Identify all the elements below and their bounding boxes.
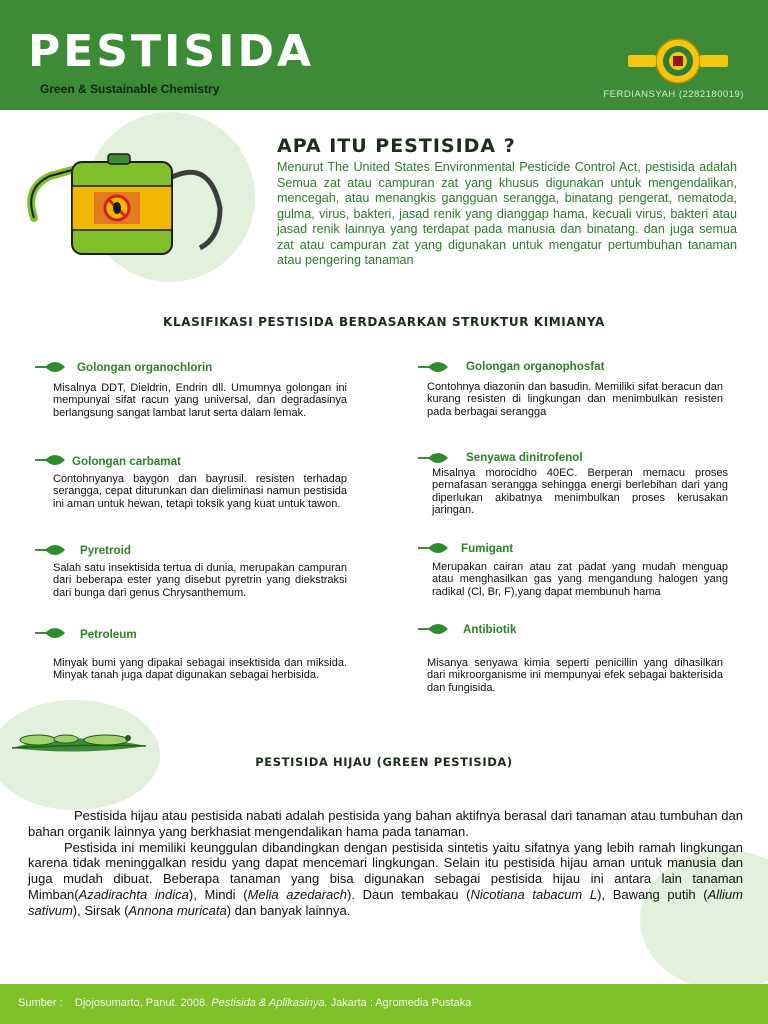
item-text-carbamat: Contohnyanya baygon dan bayrusil. resisten terhadap serangga, cepat diturunkan dan dieliminasi namun pestisida ini aman untuk hewan, tetapi toksik yang kuat untuk tawon. bbox=[53, 473, 347, 510]
item-label-petroleum: Petroleum bbox=[80, 628, 137, 641]
leaf-icon bbox=[33, 359, 67, 375]
university-seal-icon bbox=[622, 38, 734, 84]
species-name: Allium sativum bbox=[28, 886, 743, 918]
leaf-icon bbox=[33, 542, 67, 558]
leaf-icon bbox=[416, 540, 450, 556]
species-name: Nicotiana tabacum L bbox=[470, 886, 598, 902]
green-pesticide-p2c: ). Daun tembakau ( bbox=[347, 886, 471, 902]
page-title: PESTISIDA bbox=[28, 26, 315, 77]
item-label-organochlorin: Golongan organochlorin bbox=[77, 361, 213, 374]
species-name: Annona muricata bbox=[128, 902, 227, 918]
leaf-icon bbox=[33, 625, 67, 641]
source-author: Djojosumarto, Panut. 2008. bbox=[74, 997, 209, 1009]
item-label-antibiotik: Antibiotik bbox=[463, 623, 517, 636]
green-pesticide-p2e: ), Sirsak ( bbox=[72, 902, 129, 918]
green-pesticide-p2b: ), Mindi ( bbox=[188, 886, 248, 902]
item-label-carbamat: Golongan carbamat bbox=[72, 455, 181, 468]
green-pesticide-p2a: Pestisida ini memiliki keunggulan dibandingkan dengan pestisida sintetis yaitu sifatnya yang lebih ramah lingkungan karena tidak meninggalkan residu yang dapat mencemari lingkungan. Selain itu pestisida hijau aman untuk manusia dan juga mudah dibuat. Beberapa tanaman yang bisa digunakan sebagai pestisida hijau ini antara lain tanaman Mimban( bbox=[28, 839, 743, 902]
author-label: FERDIANSYAH (2282180019) bbox=[603, 89, 744, 100]
item-text-pyretroid: Salah satu insektisida tertua di dunia, merupakan campuran dari beberapa ester yang disebut pyretrin yang diekstraksi dari bunga dari genus Chrysanthemum. bbox=[53, 562, 347, 599]
item-text-organochlorin: Misalnya DDT, Dieldrin, Endrin dll. Umumnya golongan ini mempunyai sifat racun yang universal, dan degradasinya berlangsung sangat lambat larut serta dalam lemak. bbox=[53, 382, 347, 419]
footer-bar bbox=[0, 984, 768, 1024]
source-citation bbox=[18, 997, 471, 1009]
caterpillar-on-leaf-icon bbox=[10, 722, 150, 758]
leaf-icon bbox=[416, 450, 450, 466]
intro-title: APA ITU PESTISIDA ? bbox=[277, 135, 516, 157]
leaf-icon bbox=[33, 452, 67, 468]
item-text-fumigant: Merupakan cairan atau zat padat yang mudah menguap atau menghasilkan gas yang mengandung halogen yang radikal (Cl, Br, F),yang dapat membunuh hama bbox=[432, 561, 728, 598]
item-label-pyretroid: Pyretroid bbox=[80, 544, 131, 557]
item-label-fumigant: Fumigant bbox=[461, 542, 514, 555]
source-publisher: Jakarta : Agromedia Pustaka bbox=[330, 997, 472, 1009]
species-name: Azadirachta indica bbox=[78, 886, 189, 902]
item-text-petroleum: Minyak bumi yang dipakai sebagai insektisida dan miksida. Minyak tanah juga dapat digunakan sebagai herbisida. bbox=[53, 657, 347, 682]
green-pesticide-p2f: ) dan banyak lainnya. bbox=[226, 902, 351, 918]
intro-paragraph: Menurut The United States Environmental Pesticide Control Act, pestisida adalah Semua zat atau campuran zat yang khusus digunakan untuk mengendalikan, mencegah, atau menangkis gangguan serangga, binatang pengerat, nematoda, gulma, virus, bakteri, jasad renik yang dianggap hama, kecuali virus, bakteri atau jasad renik lainnya yang terdapat pada manusia dan binatang. dan juga semua zat atau campuran zat yang digunakan untuk mengatur pertumbuhan tanaman atau pengering tanaman bbox=[277, 160, 737, 267]
green-pesticide-p1: Pestisida hijau atau pestisida nabati adalah pestisida yang bahan aktifnya berasal dari tanaman atau tumbuhan dan bahan organik lainnya yang berkhasiat mengendalikan hama pada tanaman. bbox=[28, 808, 743, 839]
leaf-icon bbox=[416, 621, 450, 637]
green-pesticide-paragraph bbox=[28, 808, 743, 919]
item-text-organophosfat: Contohnya diazonin dan basudin. Memiliki sifat beracun dan kurang resisten di lingkungan dan menimbulkan resisten pada berbagai serangga bbox=[427, 381, 723, 418]
source-book-title: Pestisida & Aplikasinya. bbox=[211, 997, 328, 1009]
header-banner bbox=[0, 0, 768, 110]
classification-title: KLASIFIKASI PESTISIDA BERDASARKAN STRUKTUR KIMIANYA bbox=[163, 315, 605, 329]
page-subtitle: Green & Sustainable Chemistry bbox=[40, 82, 220, 96]
pesticide-sprayer-icon bbox=[20, 148, 240, 258]
source-label: Sumber : bbox=[18, 997, 63, 1009]
item-label-organophosfat: Golongan organophosfat bbox=[466, 360, 605, 373]
item-label-dinitrofenol: Senyawa dinitrofenol bbox=[466, 451, 583, 464]
green-pesticide-p2d: ), Bawang putih ( bbox=[597, 886, 708, 902]
species-name: Melia azedarach bbox=[247, 886, 348, 902]
item-text-dinitrofenol: Misalnya morocidho 40EC. Berperan memacu proses pernafasan serangga sehingga energi berlebihan dari yang diperlukan akibatnya menimbulkan proses kerusakan jaringan. bbox=[432, 467, 728, 517]
item-text-antibiotik: Misanya senyawa kimia seperti penicillin yang dihasilkan dari mikroorganisme ini mempunyai efek sebagai bakterisida dan fungisida. bbox=[427, 657, 723, 694]
green-pesticide-title: PESTISIDA HIJAU (GREEN PESTISIDA) bbox=[255, 755, 513, 769]
leaf-icon bbox=[416, 359, 450, 375]
